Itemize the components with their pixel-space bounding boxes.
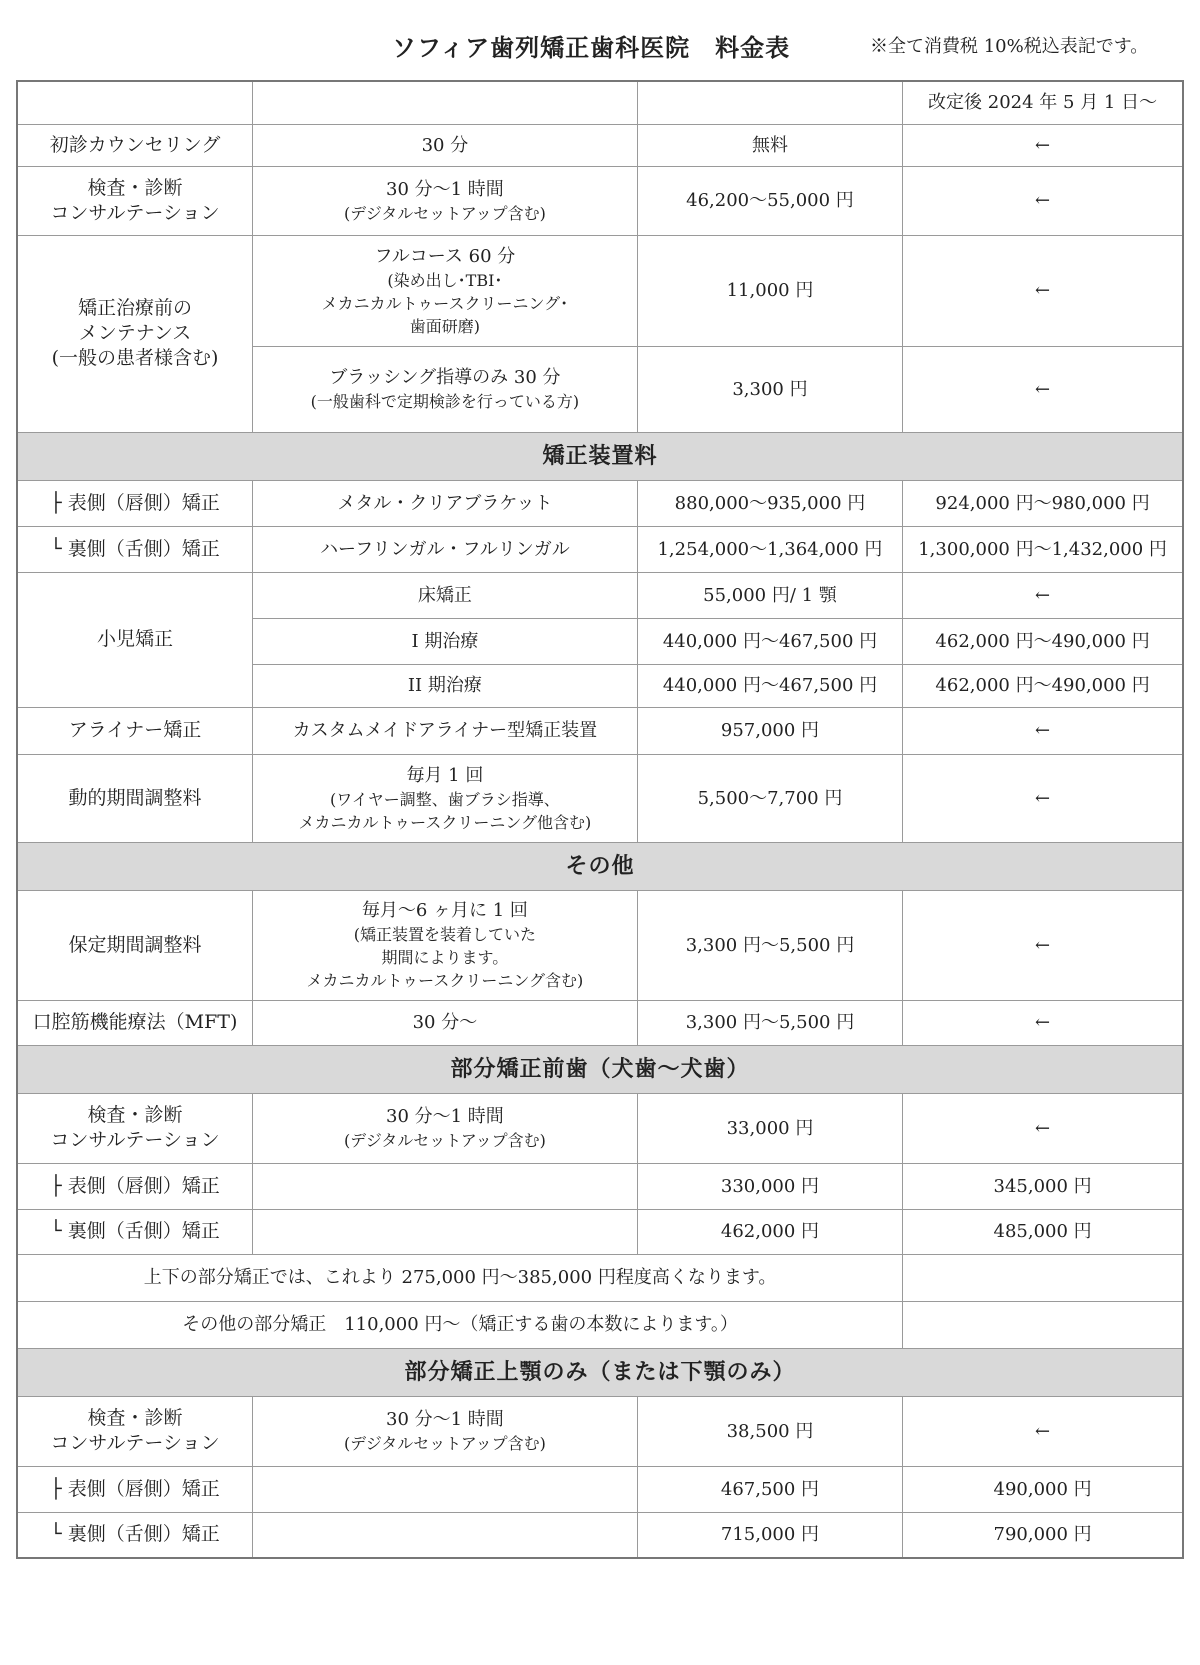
row-detail: メタル・クリアブラケット: [253, 480, 638, 526]
detail-sub: (ワイヤー調整、歯ブラシ指導、: [330, 789, 560, 809]
row-price: 880,000～935,000 円: [637, 480, 902, 526]
empty-cell: [903, 1254, 1183, 1301]
header-empty-cell: [253, 81, 638, 124]
fee-table: [16, 80, 1184, 1559]
detail-sub: (デジタルセットアップ含む): [343, 1131, 546, 1150]
row-label: ├ 表側（唇側）矯正: [17, 1163, 253, 1209]
page-title: ソフィア歯列矯正歯科医院 料金表: [392, 34, 791, 62]
row-detail-empty: [253, 1466, 638, 1512]
row-label: └ 裏側（舌側）矯正: [17, 1512, 253, 1558]
same-price-arrow: ←: [903, 346, 1183, 432]
row-label: 小児矯正: [17, 572, 253, 707]
row-price: 462,000 円: [637, 1209, 902, 1254]
section-title-other: その他: [17, 842, 1183, 890]
detail-main: ブラッシング指導のみ 30 分: [329, 367, 561, 388]
row-revised-price: 485,000 円: [903, 1209, 1183, 1254]
row-detail-empty: [253, 1512, 638, 1558]
same-price-arrow: ←: [903, 235, 1183, 346]
detail-sub: 期間によります。: [381, 948, 509, 967]
row-price: 957,000 円: [637, 707, 902, 754]
same-price-arrow: ←: [903, 572, 1183, 618]
row-label: [17, 235, 253, 432]
row-detail: II 期治療: [253, 664, 638, 707]
same-price-arrow: ←: [903, 754, 1183, 842]
row-price: 330,000 円: [637, 1163, 902, 1209]
row-label: 保定期間調整料: [17, 890, 253, 1000]
row-revised-price: 924,000 円～980,000 円: [903, 480, 1183, 526]
section-title-partial-front: 部分矯正前歯（犬歯～犬歯）: [17, 1045, 1183, 1093]
detail-main: 30 分～1 時間: [386, 1106, 504, 1127]
detail-main: 30 分～1 時間: [386, 1409, 504, 1430]
table-row: [17, 235, 1183, 346]
same-price-arrow: ←: [903, 890, 1183, 1000]
header-empty-cell: [637, 81, 902, 124]
detail-main: フルコース 60 分: [374, 245, 516, 267]
row-detail: I 期治療: [253, 618, 638, 664]
detail-sub: (デジタルセットアップ含む): [343, 1434, 546, 1453]
row-detail: [253, 166, 638, 235]
table-row: [17, 480, 1183, 526]
detail-sub: (デジタルセットアップ含む): [343, 203, 546, 223]
row-label: [17, 1093, 253, 1163]
row-price: 11,000 円: [637, 235, 902, 346]
row-detail-empty: [253, 1163, 638, 1209]
row-price: 715,000 円: [637, 1512, 902, 1558]
row-detail: [253, 346, 638, 432]
label-line: コンサルテーション: [50, 201, 220, 224]
section-header: [17, 432, 1183, 480]
table-row: [17, 1163, 1183, 1209]
row-label: ├ 表側（唇側）矯正: [17, 480, 253, 526]
row-revised-price: 790,000 円: [903, 1512, 1183, 1558]
row-revised-price: 490,000 円: [903, 1466, 1183, 1512]
label-line: 検査・診断: [87, 1104, 183, 1126]
table-row: [17, 1093, 1183, 1163]
table-row: [17, 1512, 1183, 1558]
table-row: [17, 572, 1183, 618]
same-price-arrow: ←: [903, 1396, 1183, 1466]
table-header-row: [17, 81, 1183, 124]
table-row: [17, 124, 1183, 166]
row-revised-price: 462,000 円～490,000 円: [903, 618, 1183, 664]
row-label: アライナー矯正: [17, 707, 253, 754]
tax-note: ※全て消費税 10%税込表記です。: [870, 36, 1149, 57]
row-price: 33,000 円: [637, 1093, 902, 1163]
row-price: 3,300 円～5,500 円: [637, 1000, 902, 1045]
row-detail: 30 分: [253, 124, 638, 166]
note-updown-partial: 上下の部分矯正では、これより 275,000 円～385,000 円程度高くなります。: [17, 1254, 903, 1301]
row-price: 46,200～55,000 円: [637, 166, 902, 235]
row-detail: [253, 890, 638, 1000]
row-label: [17, 166, 253, 235]
table-row: [17, 1000, 1183, 1045]
same-price-arrow: ←: [903, 124, 1183, 166]
row-detail: [253, 754, 638, 842]
label-line: メンテナンス: [78, 322, 192, 344]
row-revised-price: 462,000 円～490,000 円: [903, 664, 1183, 707]
row-detail-empty: [253, 1209, 638, 1254]
row-label: └ 裏側（舌側）矯正: [17, 526, 253, 572]
table-row: [17, 1301, 1183, 1348]
section-header: [17, 1045, 1183, 1093]
row-detail: 床矯正: [253, 572, 638, 618]
row-label: [17, 1396, 253, 1466]
table-row: [17, 1209, 1183, 1254]
row-detail: ハーフリンガル・フルリンガル: [253, 526, 638, 572]
row-revised-price: 1,300,000 円～1,432,000 円: [903, 526, 1183, 572]
row-detail: [253, 235, 638, 346]
row-price: 3,300 円～5,500 円: [637, 890, 902, 1000]
table-row: [17, 707, 1183, 754]
section-header: [17, 1348, 1183, 1396]
row-detail: 30 分～: [253, 1000, 638, 1045]
detail-main: 毎月 1 回: [406, 764, 484, 786]
table-row: [17, 1466, 1183, 1512]
table-row: [17, 1396, 1183, 1466]
row-label: └ 裏側（舌側）矯正: [17, 1209, 253, 1254]
detail-main: 毎月～6 ヶ月に 1 回: [361, 900, 528, 921]
row-price: 440,000 円～467,500 円: [637, 618, 902, 664]
label-line: 矯正治療前の: [78, 297, 193, 319]
row-price: 1,254,000～1,364,000 円: [637, 526, 902, 572]
detail-sub: 歯面研磨): [409, 316, 481, 336]
row-label: ├ 表側（唇側）矯正: [17, 1466, 253, 1512]
detail-main: 30 分～1 時間: [386, 178, 504, 200]
row-price: 3,300 円: [637, 346, 902, 432]
section-title-partial-jaw: 部分矯正上顎のみ（または下顎のみ）: [17, 1348, 1183, 1396]
label-line: コンサルテーション: [50, 1129, 220, 1151]
row-price: 38,500 円: [637, 1396, 902, 1466]
row-label: 口腔筋機能療法（MFT): [17, 1000, 253, 1045]
detail-sub: メカニカルトゥースクリーニング他含む): [298, 812, 592, 832]
label-line: 検査・診断: [87, 1407, 183, 1429]
header-empty-cell: [17, 81, 253, 124]
table-row: [17, 754, 1183, 842]
section-title-appliance: 矯正装置料: [17, 432, 1183, 480]
section-header: [17, 842, 1183, 890]
detail-sub: (染め出し･TBI･: [387, 270, 503, 290]
row-detail: [253, 1093, 638, 1163]
row-revised-price: 345,000 円: [903, 1163, 1183, 1209]
table-row: [17, 890, 1183, 1000]
label-line: (一般の患者様含む): [51, 347, 219, 369]
row-price: 無料: [637, 124, 902, 166]
note-other-partial: その他の部分矯正 110,000 円～（矯正する歯の本数によります。）: [17, 1301, 903, 1348]
detail-sub: (一般歯科で定期検診を行っている方): [310, 392, 580, 411]
label-line: 検査・診断: [87, 176, 183, 199]
row-label: 初診カウンセリング: [17, 124, 253, 166]
same-price-arrow: ←: [903, 707, 1183, 754]
same-price-arrow: ←: [903, 1093, 1183, 1163]
row-detail: カスタムメイドアライナー型矯正装置: [253, 707, 638, 754]
detail-sub: メカニカルトゥースクリーニング含む): [306, 971, 584, 990]
row-price: 5,500～7,700 円: [637, 754, 902, 842]
table-row: [17, 1254, 1183, 1301]
same-price-arrow: ←: [903, 1000, 1183, 1045]
row-price: 467,500 円: [637, 1466, 902, 1512]
detail-sub: (矯正装置を装着していた: [353, 925, 537, 944]
empty-cell: [903, 1301, 1183, 1348]
page-header: [0, 0, 1200, 80]
row-label: 動的期間調整料: [17, 754, 253, 842]
table-row: [17, 526, 1183, 572]
same-price-arrow: ←: [903, 166, 1183, 235]
row-price: 55,000 円/ 1 顎: [637, 572, 902, 618]
revised-date-header: 改定後 2024 年 5 月 1 日～: [903, 81, 1183, 124]
detail-sub: メカニカルトゥースクリーニング･: [321, 293, 569, 313]
row-price: 440,000 円～467,500 円: [637, 664, 902, 707]
row-detail: [253, 1396, 638, 1466]
label-line: コンサルテーション: [50, 1432, 220, 1454]
table-row: [17, 166, 1183, 235]
